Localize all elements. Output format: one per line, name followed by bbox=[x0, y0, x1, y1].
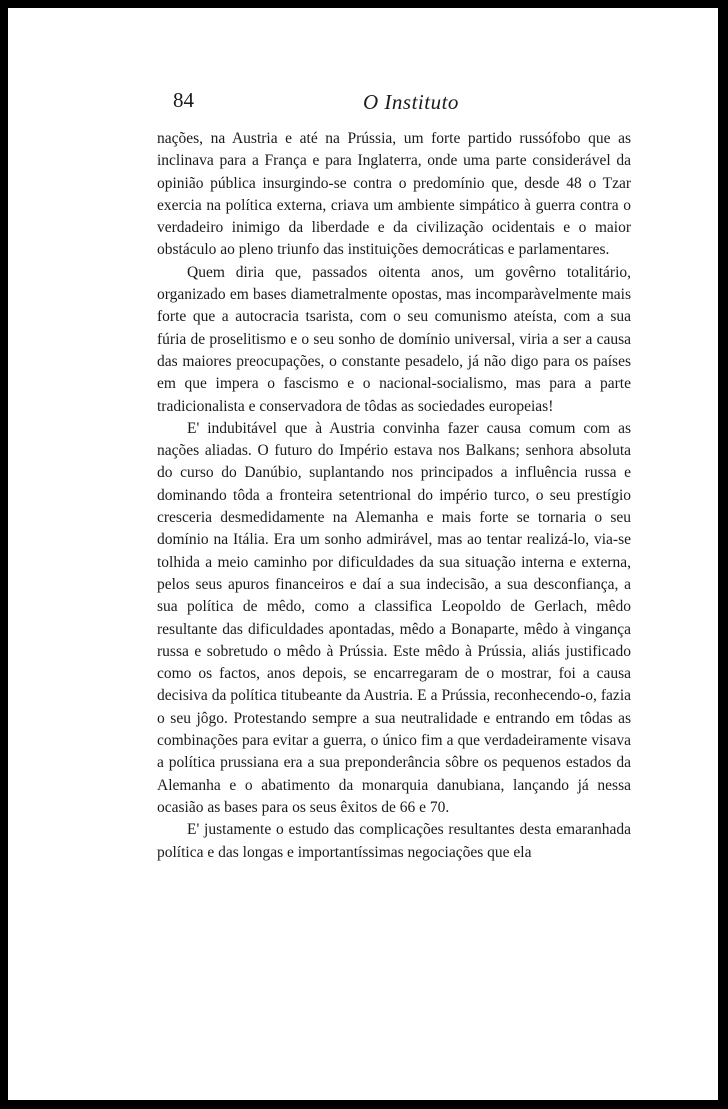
paragraph: E' justamente o estudo das complicações resultantes desta emaranhada política e das longas e importantíssimas negociações que ela bbox=[157, 821, 631, 861]
paragraph: E' indubitável que à Austria convinha fazer causa comum com as nações aliadas. O futuro do Império estava nos Balkans; senhora absoluta do curso do Danúbio, suplantando nos principados a influência russa e dominando tôda a fronteira setentrional do império turco, o seu prestígio cresceria desmedidamente na Alemanha e mais forte se tornaria o seu domínio na Itália. Era um sonho admirável, mas ao tentar realizá-lo, via-se tolhida a meio caminho por dificuldades da sua situação interna e externa, pelos seus apuros financeiros e daí a sua indecisão, a sua desconfiança, a sua política de mêdo, como a classifica Leopoldo de Gerlach, mêdo resultante das dificuldades apontadas, mêdo a Bonaparte, mêdo à vingança russa e sobretudo o mêdo à Prússia. Este mêdo à Prússia, aliás justificado como os factos, anos depois, se encarregaram de o mostrar, foi a causa decisiva da política titubeante da Austria. E a Prússia, reconhecendo-o, fazia o seu jôgo. Protestando sempre a sua neutralidade e entrando em tôdas as combinações para evitar a guerra, o único fim a que verdadeiramente visava a política prussiana era a sua preponderância sôbre os pequenos estados da Alemanha e o abatimento da monarquia danubiana, lançando já nessa ocasião as bases para os seus êxitos de 66 e 70. bbox=[157, 419, 631, 816]
page-number: 84 bbox=[173, 88, 194, 112]
page-header bbox=[173, 88, 641, 118]
running-title: O Instituto bbox=[363, 90, 459, 114]
paragraph: Quem diria que, passados oitenta anos, um govêrno totalitário, organizado em bases diametralmente opostas, mas incomparàvelmente mais forte que a autocracia tsarista, com o seu comunismo ateísta, com a sua fúria de proselitismo e o seu sonho de domínio universal, viria a ser a causa das maiores preocupações, o constante pesadelo, já não digo para os países em que impera o fascismo e o nacional-socialismo, mas para a parte tradicionalista e conservadora de tôdas as sociedades europeias! bbox=[157, 263, 631, 415]
body-text bbox=[157, 128, 631, 864]
paragraph-continued: nações, na Austria e até na Prússia, um forte partido russófobo que as inclinava para a França e para Inglaterra, onde uma parte considerável da opinião pública insurgindo-se contra o predomínio que, desde 48 o Tzar exercia na política externa, criava um ambiente simpático à guerra contra o verdadeiro inimigo da liberdade e da civilização ocidentais e o maior obstáculo ao pleno triunfo das instituições democráticas e parlamentares. bbox=[157, 130, 631, 259]
